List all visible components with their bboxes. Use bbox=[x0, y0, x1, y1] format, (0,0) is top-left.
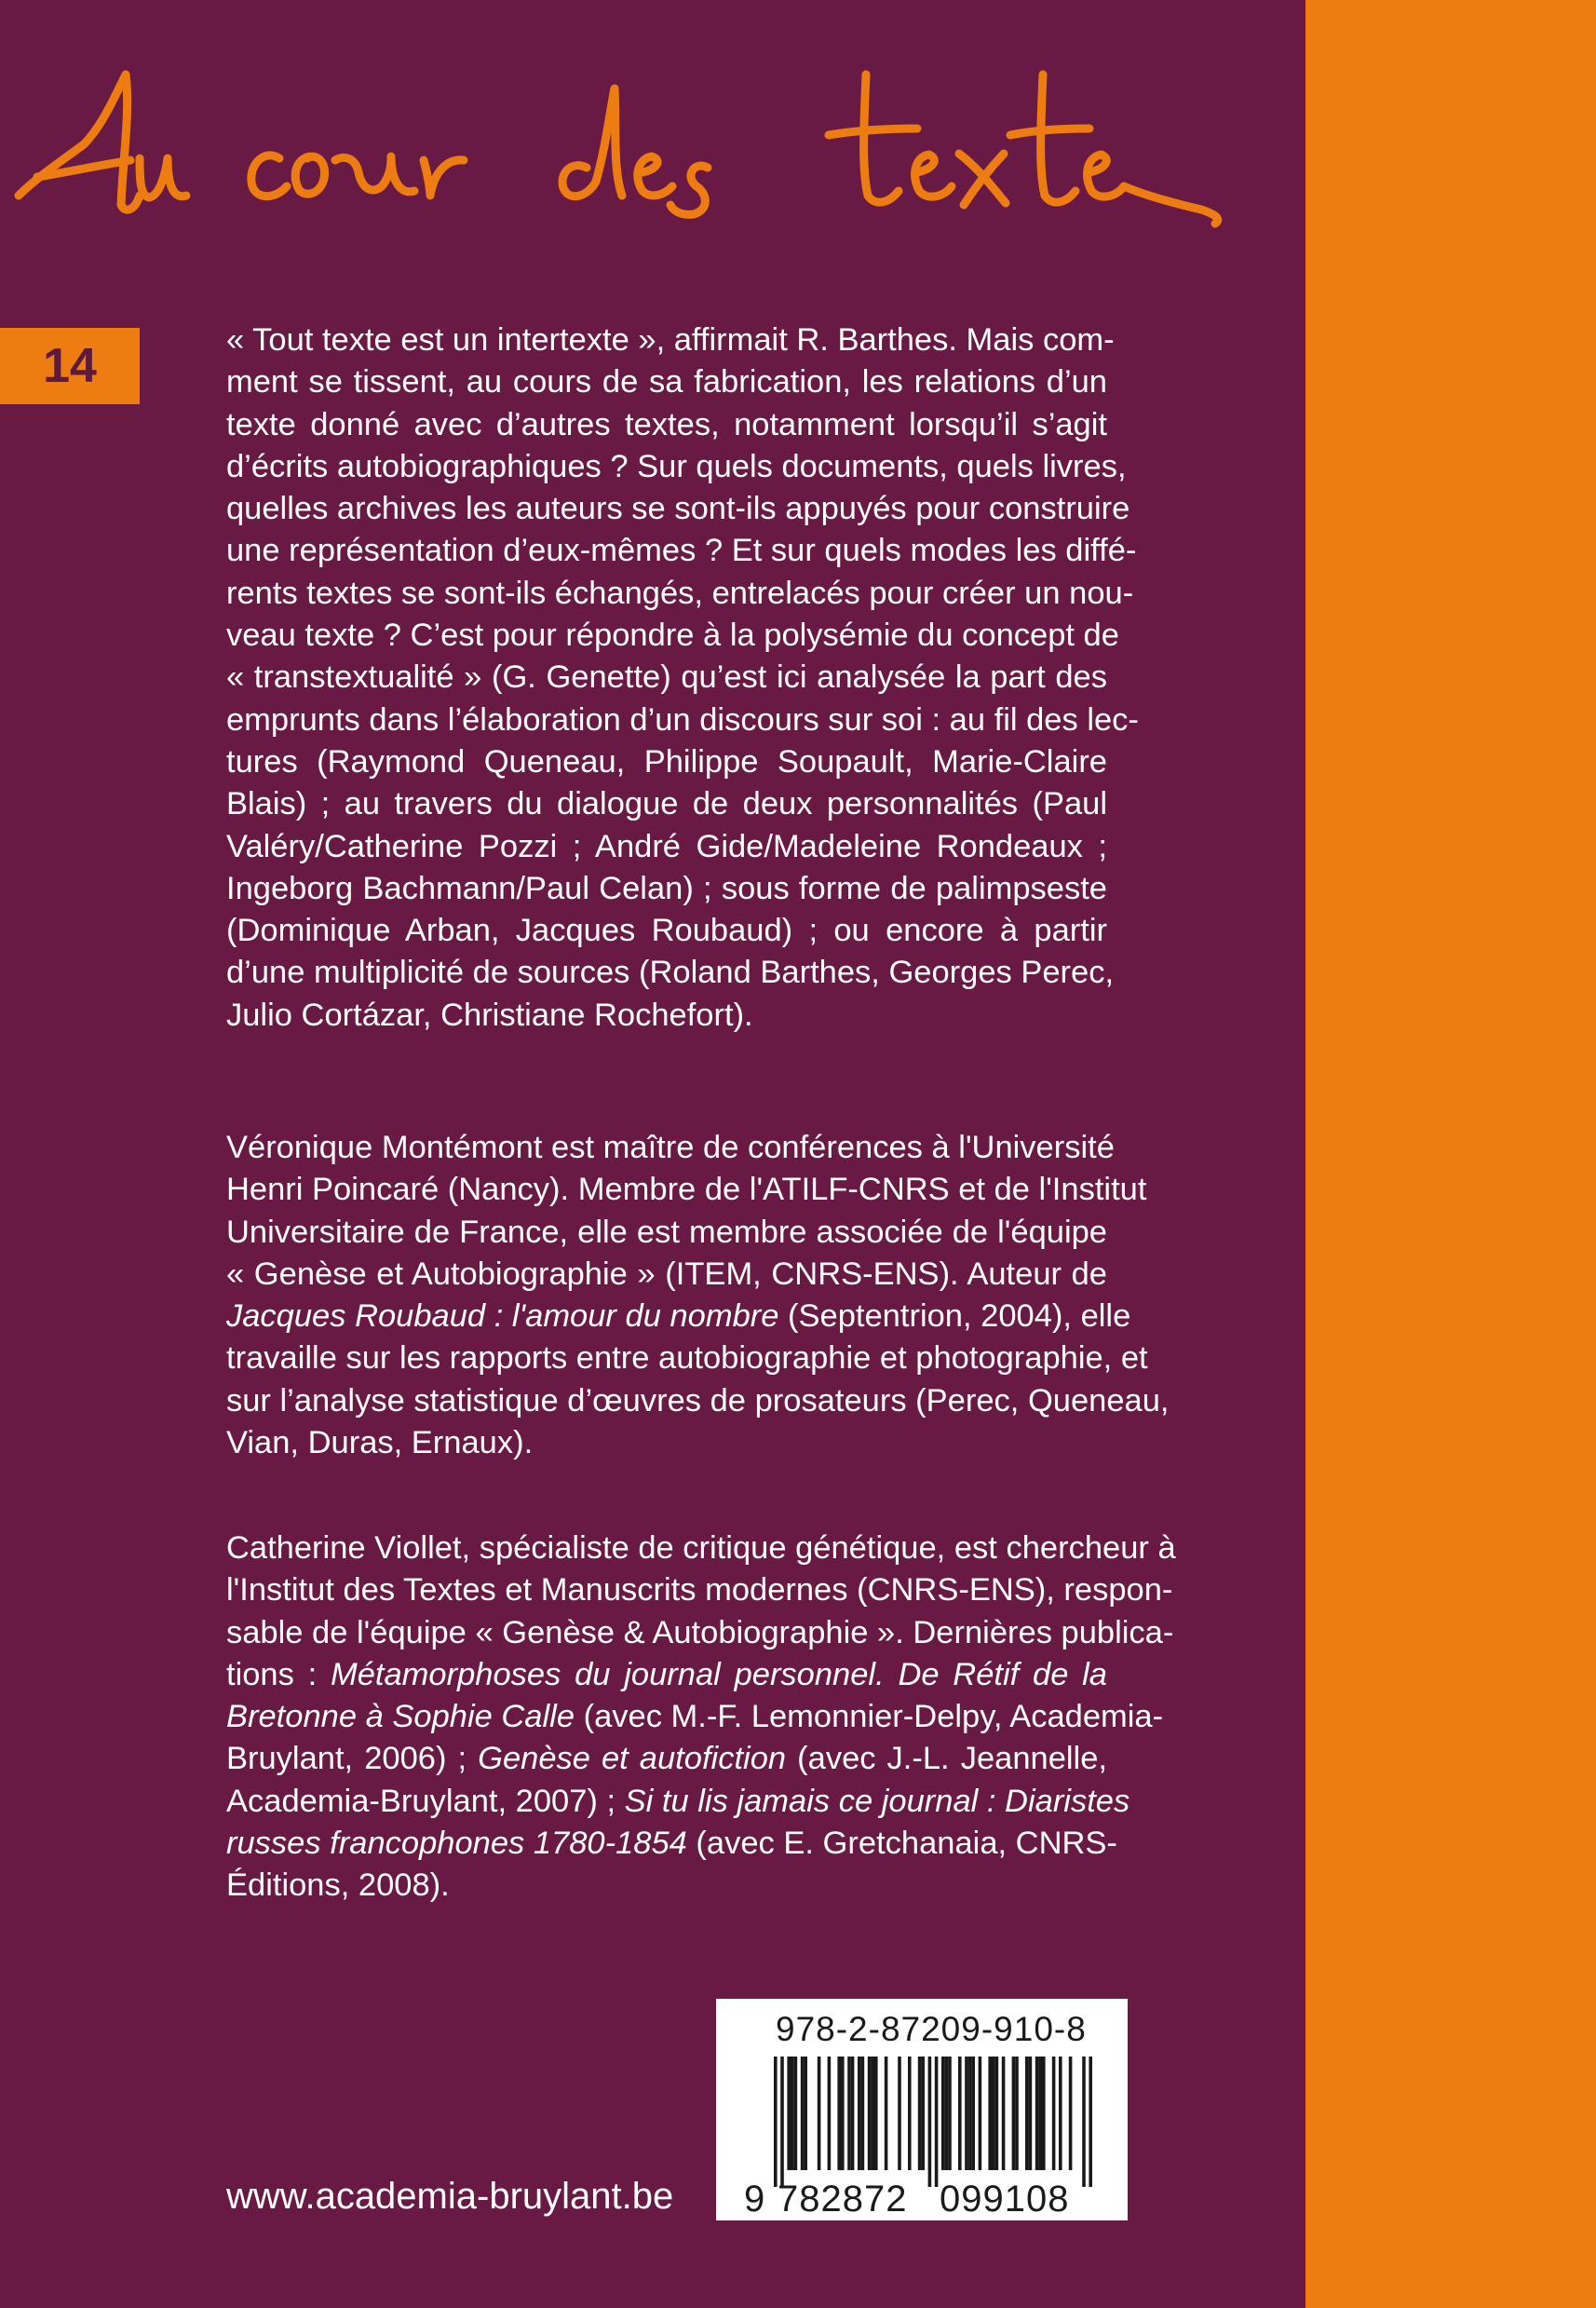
barcode-bar bbox=[988, 2057, 992, 2170]
bio-line bbox=[226, 1696, 1164, 1738]
barcode-bar bbox=[918, 2057, 922, 2170]
bio-line: Vian, Duras, Ernaux). bbox=[226, 1425, 534, 1461]
bio-line bbox=[226, 1738, 1107, 1780]
book-title: Jacques Roubaud : l'amour du nombre bbox=[226, 1298, 779, 1335]
barcode-bar bbox=[992, 2057, 995, 2170]
orange-spine-band bbox=[1305, 0, 1596, 2308]
barcode-bar bbox=[921, 2057, 925, 2170]
barcode-bar bbox=[1042, 2057, 1046, 2170]
barcode-bar bbox=[941, 2057, 945, 2170]
barcode-bar bbox=[1089, 2057, 1092, 2187]
barcode-bar bbox=[787, 2057, 791, 2170]
blurb-line: d’écrits autobiographiques ? Sur quels documents, quels livres, bbox=[226, 448, 1127, 484]
bio-text: Academia-Bruylant, 2007) ; bbox=[226, 1783, 625, 1819]
book-title: Genèse et autofiction bbox=[478, 1741, 787, 1777]
barcode-bar bbox=[818, 2057, 821, 2170]
barcode-bar bbox=[1015, 2057, 1019, 2170]
barcode-bar bbox=[1059, 2057, 1062, 2170]
bio-text: (avec E. Gretchanaia, CNRS- bbox=[686, 1826, 1117, 1862]
barcode-bar bbox=[948, 2057, 952, 2170]
blurb-line: une représentation d’eux-mêmes ? Et sur quels modes les diffé- bbox=[226, 533, 1137, 569]
barcode-bar bbox=[1035, 2057, 1039, 2170]
barcode-bar bbox=[1012, 2057, 1016, 2170]
blurb-line: Ingeborg Bachmann/Paul Celan) ; sous forme de palimpseste bbox=[226, 870, 1107, 906]
bio-line: Universitaire de France, elle est membre associée de l'équipe bbox=[226, 1214, 1107, 1250]
barcode-bar bbox=[851, 2057, 855, 2170]
barcode-bar bbox=[874, 2057, 878, 2170]
barcode-bar bbox=[928, 2057, 932, 2187]
barcode-bar bbox=[995, 2057, 999, 2170]
barcode-bar bbox=[979, 2057, 982, 2170]
bio-line bbox=[226, 1654, 1107, 1696]
bio-line bbox=[226, 1781, 1130, 1823]
bio-line bbox=[226, 1296, 1131, 1337]
barcode-bar bbox=[837, 2057, 841, 2170]
isbn-barcode bbox=[716, 1999, 1128, 2220]
barcode-bar bbox=[1025, 2057, 1029, 2170]
barcode-bar bbox=[1082, 2057, 1086, 2187]
blurb-line: Julio Cortázar, Christiane Rochefort). bbox=[226, 997, 753, 1033]
back-cover-blurb bbox=[226, 319, 1139, 1037]
volume-number-badge: 14 bbox=[0, 328, 140, 404]
blurb-line: (Dominique Arban, Jacques Roubaud) ; ou encore à partir bbox=[226, 913, 1107, 949]
blurb-line: rents textes se sont-ils échangés, entrelacés pour créer un nou- bbox=[226, 575, 1134, 611]
bio-line: sable de l'équipe « Genèse & Autobiographie ». Dernières publica- bbox=[226, 1614, 1174, 1650]
barcode-digits-group1: 782872 bbox=[778, 2179, 908, 2220]
barcode-bar bbox=[1038, 2057, 1042, 2170]
bio-line: Véronique Montémont est maître de conférences à l'Université bbox=[226, 1130, 1115, 1165]
barcode-bar bbox=[780, 2057, 784, 2187]
bio-text: tions : bbox=[226, 1656, 331, 1692]
isbn-label: 978-2-87209-910-8 bbox=[776, 2010, 1087, 2048]
barcode-bar bbox=[958, 2057, 962, 2170]
book-title: Bretonne à Sophie Calle bbox=[226, 1699, 575, 1735]
blurb-line: quelles archives les auteurs se sont-ils appuyés pour construire bbox=[226, 491, 1130, 527]
barcode-bar bbox=[804, 2057, 807, 2170]
barcode-bar bbox=[871, 2057, 874, 2170]
blurb-line: ment se tissent, au cours de sa fabrication, les relations d’un bbox=[226, 364, 1107, 401]
bio-line: l'Institut des Textes et Manuscrits modernes (CNRS-ENS), respon- bbox=[226, 1572, 1173, 1609]
barcode-digit-first: 9 bbox=[744, 2179, 765, 2220]
blurb-line: veau texte ? C’est pour répondre à la polysémie du concept de bbox=[226, 618, 1119, 654]
bio-text: (avec J.-L. Jeannelle, bbox=[786, 1741, 1107, 1777]
barcode-bar bbox=[861, 2057, 865, 2170]
barcode-bar bbox=[898, 2057, 901, 2170]
barcode-bar bbox=[945, 2057, 949, 2170]
barcode-bar bbox=[794, 2057, 798, 2170]
barcode-bar bbox=[847, 2057, 851, 2170]
blurb-line: tures (Raymond Queneau, Philippe Soupault, Marie-Claire bbox=[226, 743, 1107, 780]
bio-line: Éditions, 2008). bbox=[226, 1867, 450, 1904]
barcode-bar bbox=[935, 2057, 939, 2187]
book-title: Si tu lis jamais ce journal : Diaristes bbox=[624, 1783, 1130, 1819]
series-handwritten-logo bbox=[0, 56, 1238, 270]
bio-line: travaille sur les rapports entre autobiographie et photographie, et bbox=[226, 1340, 1148, 1377]
barcode-bar bbox=[885, 2057, 888, 2170]
barcode-bar bbox=[791, 2057, 794, 2170]
blurb-line: emprunts dans l’élaboration d’un discours sur soi : au fil des lec- bbox=[226, 701, 1139, 738]
book-title: russes francophones 1780-1854 bbox=[226, 1826, 687, 1862]
blurb-line: d’une multiplicité de sources (Roland Barthes, Georges Perec, bbox=[226, 955, 1115, 991]
publisher-website: www.academia-bruylant.be bbox=[226, 2176, 674, 2217]
barcode-bar bbox=[828, 2057, 832, 2170]
barcode-digits-group2: 099108 bbox=[940, 2179, 1070, 2220]
barcode-bar bbox=[868, 2057, 872, 2170]
bio-line: Henri Poincaré (Nancy). Membre de l'ATILF-CNRS et de l'Institut bbox=[226, 1172, 1147, 1208]
bio-line: « Genèse et Autobiographie » (ITEM, CNRS-ENS). Auteur de bbox=[226, 1256, 1107, 1292]
bio-text: (avec M.-F. Lemonnier-Delpy, Academia- bbox=[575, 1699, 1164, 1735]
barcode-graphic bbox=[716, 1999, 1128, 2220]
barcode-bar bbox=[801, 2057, 805, 2170]
barcode-bar bbox=[908, 2057, 912, 2170]
barcode-bar bbox=[858, 2057, 861, 2170]
barcode-bar bbox=[1052, 2057, 1056, 2170]
barcode-bar bbox=[1002, 2057, 1006, 2170]
bio-line: Catherine Viollet, spécialiste de critique génétique, est chercheur à bbox=[226, 1530, 1176, 1566]
barcode-bar bbox=[1069, 2057, 1073, 2170]
blurb-line: « Tout texte est un intertexte », affirmait R. Barthes. Mais com- bbox=[226, 322, 1115, 358]
bio-line: sur l’analyse statistique d’œuvres de prosateurs (Perec, Queneau, bbox=[226, 1382, 1170, 1419]
barcode-bar bbox=[965, 2057, 968, 2170]
barcode-bar bbox=[774, 2057, 778, 2187]
barcode-bar bbox=[968, 2057, 972, 2170]
book-title: Métamorphoses du journal personnel. De Rétif de la bbox=[330, 1656, 1107, 1692]
author-bio-viollet bbox=[226, 1527, 1176, 1907]
blurb-line: « transtextualité » (G. Genette) qu’est ici analysée la part des bbox=[226, 659, 1107, 696]
barcode-bar bbox=[971, 2057, 975, 2170]
author-bio-montemont bbox=[226, 1127, 1170, 1464]
barcode-bar bbox=[1029, 2057, 1033, 2170]
bio-line bbox=[226, 1823, 1117, 1865]
barcode-bar bbox=[841, 2057, 845, 2170]
blurb-line: Blais) ; au travers du dialogue de deux personnalités (Paul bbox=[226, 786, 1107, 822]
blurb-line: texte donné avec d’autres textes, notamment lorsqu’il s’agit bbox=[226, 406, 1107, 442]
bio-text: Bruylant, 2006) ; bbox=[226, 1741, 479, 1777]
blurb-line: Valéry/Catherine Pozzi ; André Gide/Madeleine Rondeaux ; bbox=[226, 828, 1107, 864]
bio-text: (Septentrion, 2004), elle bbox=[778, 1298, 1131, 1335]
